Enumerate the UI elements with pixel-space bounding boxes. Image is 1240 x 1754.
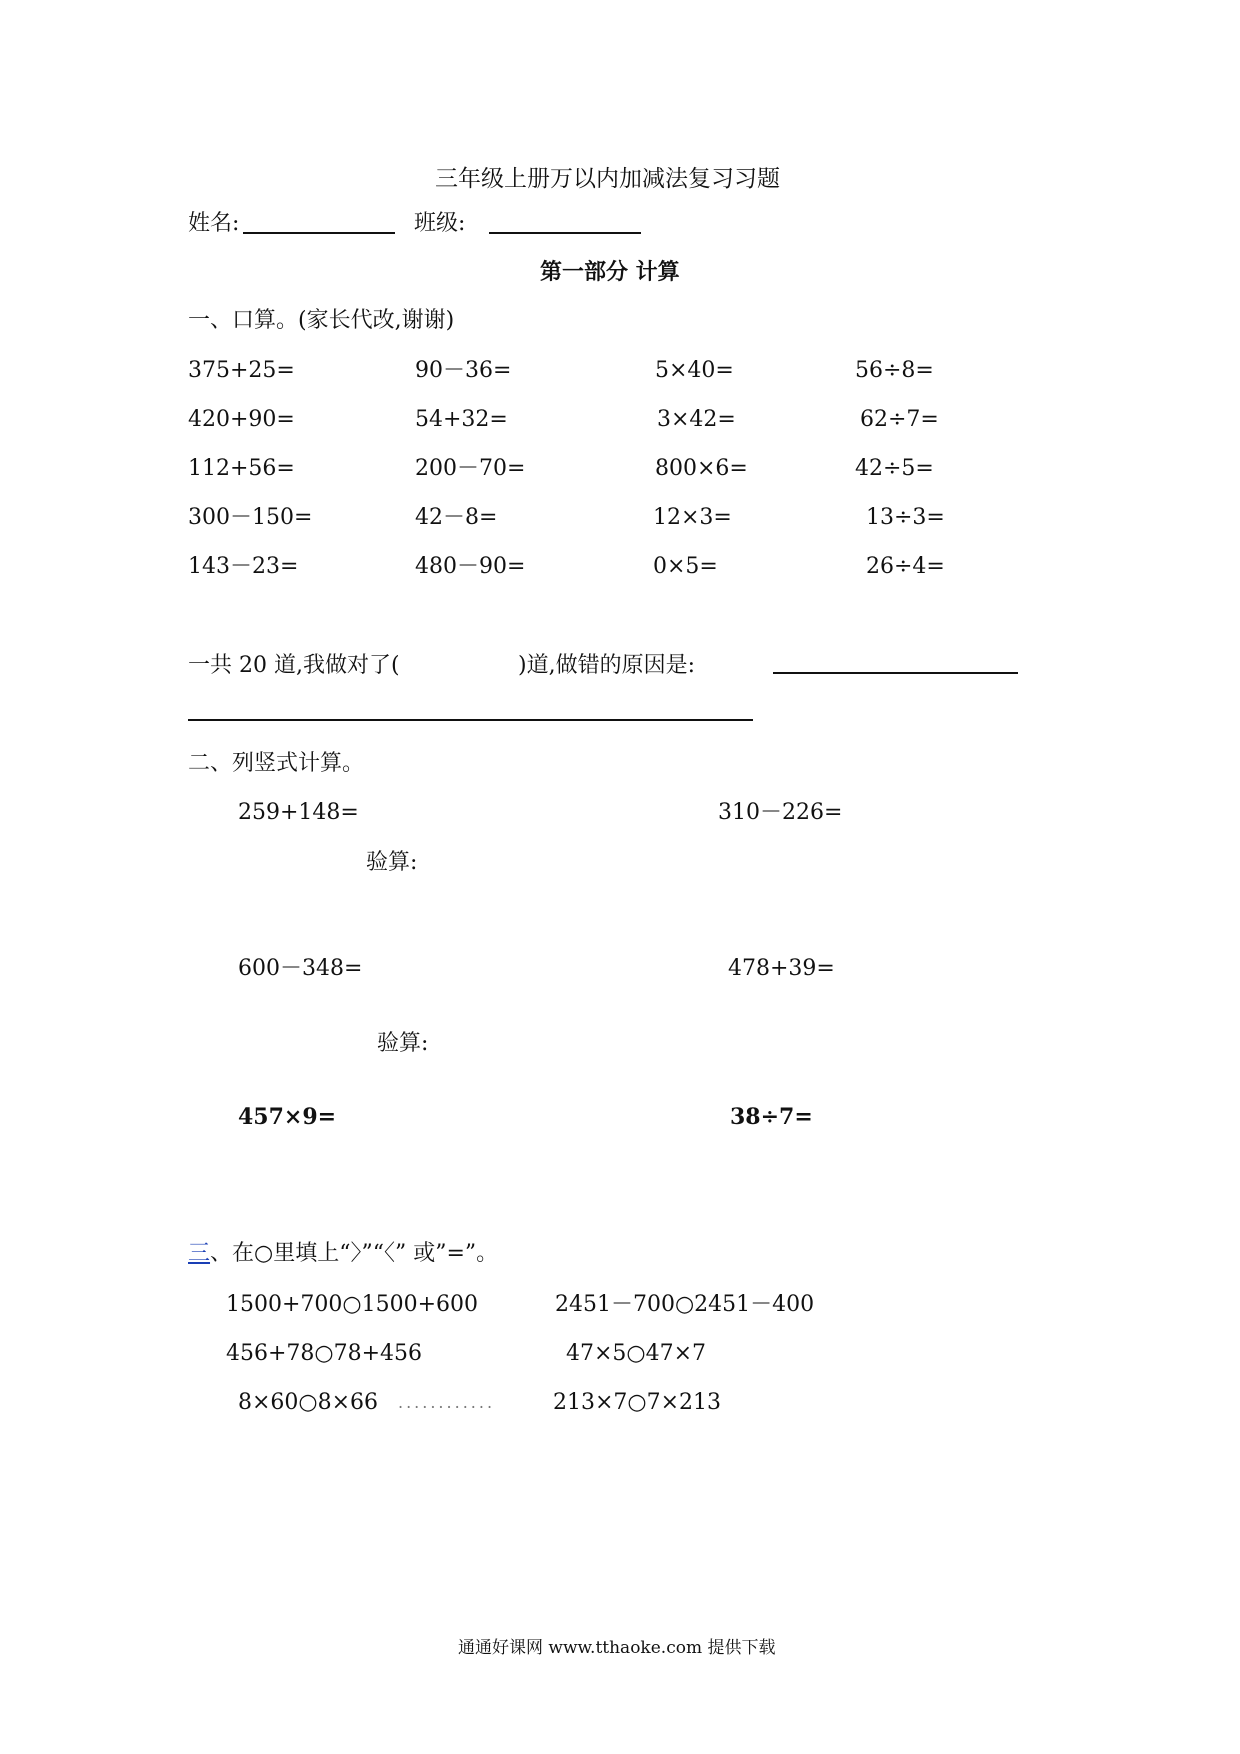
compare-5-dots: ............ bbox=[398, 1393, 496, 1412]
problem-2-2: 54+32= bbox=[415, 407, 508, 432]
problem-1-1: 375+25= bbox=[188, 358, 295, 383]
compare-6: 213×7○7×213 bbox=[553, 1390, 722, 1415]
check-label-1: 验算: bbox=[366, 850, 418, 875]
page-footer: 通通好课网 www.tthaoke.com 提供下载 bbox=[458, 1638, 776, 1658]
compare-5: 8×60○8×66 bbox=[238, 1390, 379, 1415]
section2-heading: 二、列竖式计算。 bbox=[188, 751, 365, 776]
section3-heading-text: 、在○里填上“〉”“〈” 或”=”。 bbox=[210, 1241, 499, 1266]
vertical-problem-6: 38÷7= bbox=[730, 1104, 813, 1130]
problem-4-1: 300－150= bbox=[188, 505, 313, 530]
check-label-2: 验算: bbox=[377, 1031, 429, 1056]
class-blank[interactable] bbox=[489, 232, 641, 234]
section1-heading: 一、口算。(家长代改,谢谢) bbox=[188, 308, 455, 333]
problem-3-2: 200－70= bbox=[415, 456, 526, 481]
problem-2-3: 3×42= bbox=[657, 407, 736, 432]
compare-1: 1500+700○1500+600 bbox=[226, 1292, 479, 1317]
summary-suffix: )道,做错的原因是: bbox=[518, 653, 695, 678]
problem-5-1: 143－23= bbox=[188, 554, 299, 579]
summary-prefix: 一共 20 道,我做对了( bbox=[188, 653, 400, 678]
name-blank[interactable] bbox=[243, 232, 395, 234]
problem-5-4: 26÷4= bbox=[866, 554, 945, 579]
problem-3-4: 42÷5= bbox=[855, 456, 934, 481]
vertical-problem-1: 259+148= bbox=[238, 800, 359, 825]
name-label: 姓名: bbox=[188, 211, 240, 236]
problem-2-4: 62÷7= bbox=[860, 407, 939, 432]
part1-title: 第一部分 计算 bbox=[540, 259, 680, 285]
section3-heading bbox=[188, 1240, 498, 1268]
compare-3: 456+78○78+456 bbox=[226, 1341, 423, 1366]
reason-blank-1[interactable] bbox=[773, 672, 1018, 674]
vertical-problem-2: 310－226= bbox=[718, 800, 843, 825]
problem-2-1: 420+90= bbox=[188, 407, 295, 432]
problem-4-4: 13÷3= bbox=[866, 505, 945, 530]
document-title: 三年级上册万以内加减法复习习题 bbox=[435, 166, 780, 192]
problem-3-1: 112+56= bbox=[188, 456, 295, 481]
reason-blank-2[interactable] bbox=[188, 719, 753, 721]
problem-4-2: 42－8= bbox=[415, 505, 498, 530]
compare-2: 2451－700○2451－400 bbox=[555, 1292, 815, 1317]
correct-count-blank[interactable] bbox=[440, 650, 508, 680]
class-label: 班级: bbox=[414, 211, 466, 236]
vertical-problem-4: 478+39= bbox=[728, 956, 835, 981]
problem-5-3: 0×5= bbox=[653, 554, 718, 579]
problem-4-3: 12×3= bbox=[653, 505, 732, 530]
problem-1-3: 5×40= bbox=[655, 358, 734, 383]
section3-number-link[interactable]: 三 bbox=[188, 1241, 211, 1266]
vertical-problem-3: 600－348= bbox=[238, 956, 363, 981]
vertical-problem-5: 457×9= bbox=[238, 1104, 337, 1130]
problem-3-3: 800×6= bbox=[655, 456, 748, 481]
problem-5-2: 480－90= bbox=[415, 554, 526, 579]
problem-1-4: 56÷8= bbox=[855, 358, 934, 383]
compare-4: 47×5○47×7 bbox=[566, 1341, 707, 1366]
problem-1-2: 90－36= bbox=[415, 358, 512, 383]
